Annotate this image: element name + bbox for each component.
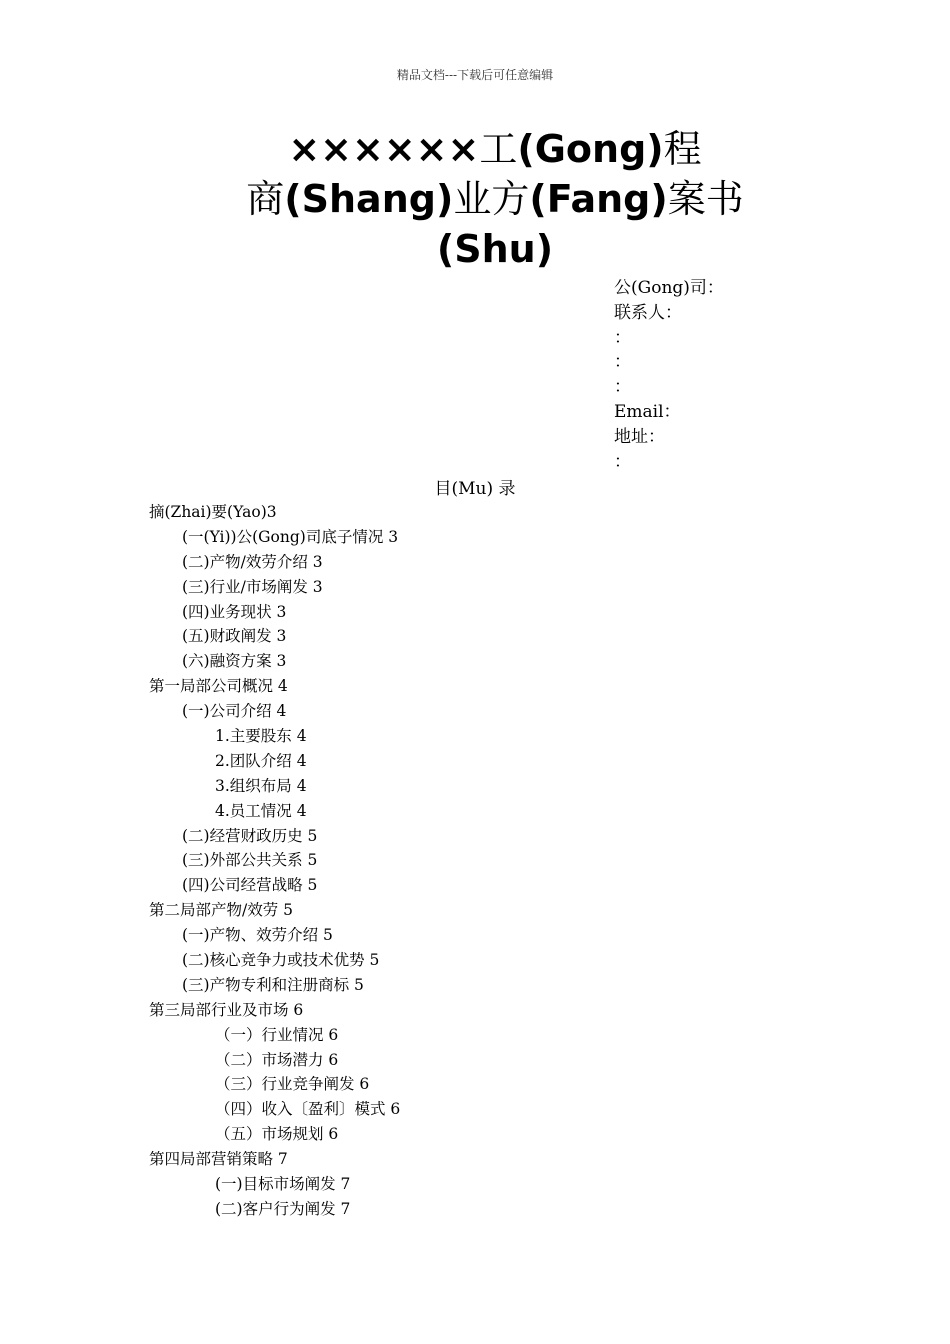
toc-entry[interactable]: 第二局部产物/效劳 5 xyxy=(149,901,294,920)
toc-entry[interactable]: （三）行业竞争阐发 6 xyxy=(215,1075,370,1094)
toc-entry[interactable]: 第一局部公司概况 4 xyxy=(149,677,288,696)
toc-entry[interactable]: 第四局部营销策略 7 xyxy=(149,1150,288,1169)
toc-entry[interactable]: 1.主要股东 4 xyxy=(215,727,307,746)
document-title xyxy=(200,124,790,274)
contact-company: 公(Gong)司： xyxy=(614,278,724,298)
contact-line: ： xyxy=(614,352,631,373)
title-cjk: 业方 xyxy=(453,177,530,221)
toc-entry[interactable]: (四)公司经营战略 5 xyxy=(182,876,318,895)
title-marks: ×××××× xyxy=(288,127,480,171)
title-latin: (Gong) xyxy=(517,127,664,171)
toc-entry[interactable]: (三)外部公共关系 5 xyxy=(182,851,318,870)
title-latin: (Shu) xyxy=(436,227,554,271)
title-latin: (Shang) xyxy=(284,177,454,221)
toc-entry[interactable]: (一)公司介绍 4 xyxy=(182,702,287,721)
toc-entry[interactable]: （一）行业情况 6 xyxy=(215,1025,339,1044)
contact-person: 联系人： xyxy=(614,302,682,323)
contact-email: Email： xyxy=(614,401,681,422)
table-of-contents xyxy=(149,500,400,1222)
title-line-2 xyxy=(200,174,790,224)
toc-entry[interactable]: 摘(Zhai)要(Yao)3 xyxy=(149,503,277,521)
toc-entry[interactable]: 3.组织布局 4 xyxy=(215,776,307,795)
toc-entry[interactable]: (五)财政阐发 3 xyxy=(182,627,287,646)
toc-entry[interactable]: （四）收入〔盈利〕模式 6 xyxy=(215,1100,401,1119)
title-cjk: 程 xyxy=(663,127,702,171)
title-line-1 xyxy=(200,124,790,174)
header-note: 精品文档---下载后可任意编辑 xyxy=(396,68,554,82)
contact-address: 地址： xyxy=(614,426,665,447)
toc-entry[interactable]: (三)行业/市场阐发 3 xyxy=(182,577,323,596)
toc-entry[interactable]: (二)产物/效劳介绍 3 xyxy=(182,552,323,571)
toc-entry[interactable]: (三)产物专利和注册商标 5 xyxy=(182,975,364,994)
toc-entry[interactable]: (四)业务现状 3 xyxy=(182,602,287,621)
contact-line: ： xyxy=(614,451,631,472)
contact-line: ： xyxy=(614,327,631,348)
toc-entry[interactable]: 4.员工情况 4 xyxy=(215,801,307,820)
toc-entry[interactable]: (二)核心竞争力或技术优势 5 xyxy=(182,951,380,970)
toc-entry[interactable]: (一)目标市场阐发 7 xyxy=(215,1175,351,1194)
title-cjk: 案书 xyxy=(667,177,744,221)
title-latin: (Fang) xyxy=(529,177,668,221)
toc-entry[interactable]: （五）市场规划 6 xyxy=(215,1125,339,1144)
title-cjk: 工 xyxy=(479,127,518,171)
toc-entry[interactable]: (二)经营财政历史 5 xyxy=(182,826,318,845)
toc-entry[interactable]: 第三局部行业及市场 6 xyxy=(149,1000,304,1019)
contact-block xyxy=(614,276,724,474)
toc-entry[interactable]: (六)融资方案 3 xyxy=(182,652,287,671)
title-line-3 xyxy=(200,224,790,274)
toc-title: 目(Mu) 录 xyxy=(434,479,516,499)
contact-line: ： xyxy=(614,377,631,398)
toc-entry[interactable]: (二)客户行为阐发 7 xyxy=(215,1199,351,1218)
toc-entry[interactable]: (一)产物、效劳介绍 5 xyxy=(182,926,333,945)
toc-entry[interactable]: (一(Yi))公(Gong)司底子情况 3 xyxy=(182,527,399,546)
toc-entry[interactable]: （二）市场潜力 6 xyxy=(215,1050,339,1069)
toc-entry[interactable]: 2.团队介绍 4 xyxy=(215,751,307,770)
title-cjk: 商 xyxy=(246,177,285,221)
